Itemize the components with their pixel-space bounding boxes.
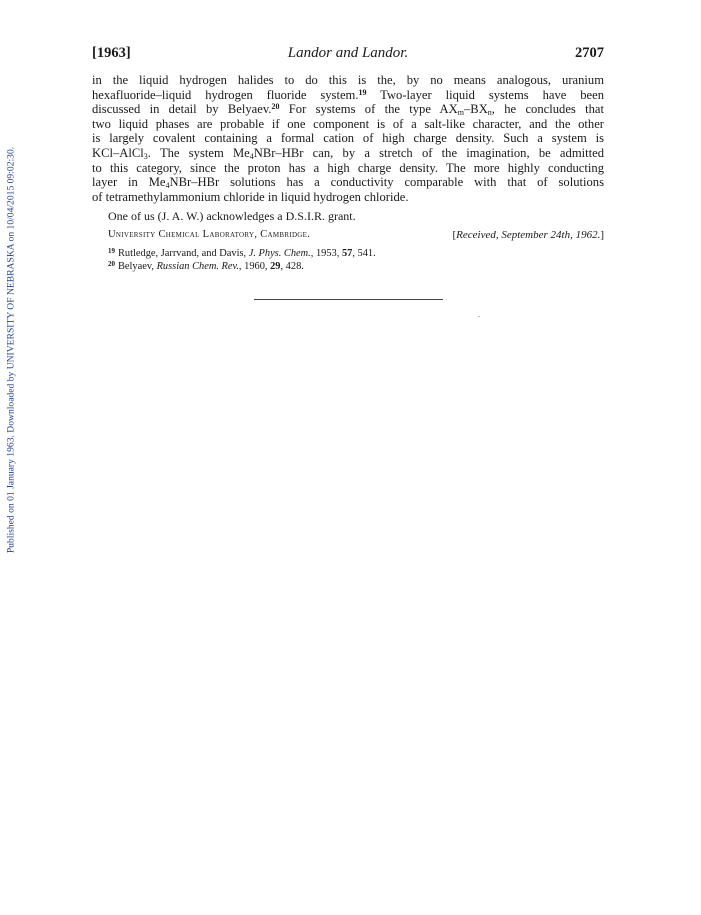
text-segment: For systems of the type AX (279, 102, 458, 117)
running-header (92, 45, 604, 67)
text-segment: , he concludes that (491, 102, 604, 117)
reference-pages: , 428. (280, 260, 304, 272)
end-rule (254, 299, 443, 300)
reference-marker[interactable]: 20 (271, 102, 280, 112)
reference-number: 19 (108, 247, 115, 256)
journal-page (92, 45, 604, 274)
reference-pages: , 541. (352, 248, 376, 260)
header-title: Landor and Landor. (287, 45, 409, 61)
received-date (452, 229, 604, 241)
text-segment: NBr–HBr solutions has a conductivity comparable with that of solutions (169, 175, 604, 190)
reference-volume: 29 (270, 260, 281, 272)
download-watermark-text: Published on 01 January 1963. Downloaded by UNIVERSITY OF NEBRASKA on 10/04/2015 09:02:30. (5, 146, 17, 554)
scan-speck (478, 316, 480, 317)
reference-item (108, 248, 604, 261)
reference-item (108, 261, 604, 274)
text-segment: layer in Me (92, 175, 166, 190)
reference-year: , 1953, (310, 248, 342, 260)
subscript: n (487, 108, 492, 118)
text-segment: discussed in detail by Belyaev. (92, 102, 272, 117)
text-segment: KCl–AlCl (92, 145, 144, 160)
subscript: 3 (143, 151, 148, 161)
text-segment: Two-layer liquid systems have been (366, 87, 604, 102)
download-watermark (4, 122, 18, 578)
text-segment: in the liquid hydrogen halides to do this is the, by no means analogous, uranium (92, 73, 604, 87)
text-line (92, 146, 604, 161)
reference-journal: J. Phys. Chem. (248, 248, 311, 260)
page-number: 2707 (575, 45, 604, 61)
text-line (92, 131, 604, 146)
reference-marker[interactable]: 19 (358, 87, 367, 97)
text-line (92, 190, 604, 205)
subscript: 4 (249, 151, 254, 161)
bracket: ] (600, 229, 604, 242)
text-segment: two liquid phases are probable if one component is of a salt-like character, and the other (92, 116, 604, 131)
text-line (92, 73, 604, 88)
text-segment: of tetramethylammonium chloride in liquid hydrogen chloride. (92, 189, 409, 204)
text-line (92, 117, 604, 132)
reference-volume: 57 (341, 248, 353, 260)
reference-year: , 1960, (238, 260, 271, 272)
reference-list (92, 248, 604, 273)
reference-number: 20 (108, 259, 115, 268)
header-year: [1963] (92, 45, 131, 61)
bracket: [ (452, 229, 457, 242)
institution: University Chemical Laboratory, Cambridge. (108, 229, 311, 241)
text-line (92, 161, 604, 176)
text-segment: –BX (464, 102, 488, 117)
reference-authors: Belyaev, (118, 260, 157, 272)
subscript: m (457, 108, 464, 118)
subscript: 4 (165, 181, 170, 191)
acknowledgement: One of us (J. A. W.) acknowledges a D.S.I.R. grant. (108, 209, 356, 224)
text-line (92, 102, 604, 117)
reference-journal: Russian Chem. Rev. (156, 260, 239, 272)
body-paragraph (92, 73, 604, 204)
text-line (92, 88, 604, 103)
reference-authors: Rutledge, Jarrvand, and Davis, (118, 248, 249, 260)
text-segment: hexafluoride–liquid hydrogen fluoride system. (92, 87, 359, 102)
text-segment: is largely covalent containing a formal cation of high charge density. Such a system is (92, 131, 604, 146)
affiliation-row (92, 229, 604, 245)
text-line (92, 175, 604, 190)
text-segment: to this category, since the proton has a high charge density. The more highly conducting (92, 160, 604, 175)
text-segment: NBr–HBr can, by a stretch of the imagination, be admitted (253, 145, 605, 160)
text-segment: . The system Me (147, 145, 250, 160)
received-text: Received, September 24th, 1962. (456, 229, 601, 242)
